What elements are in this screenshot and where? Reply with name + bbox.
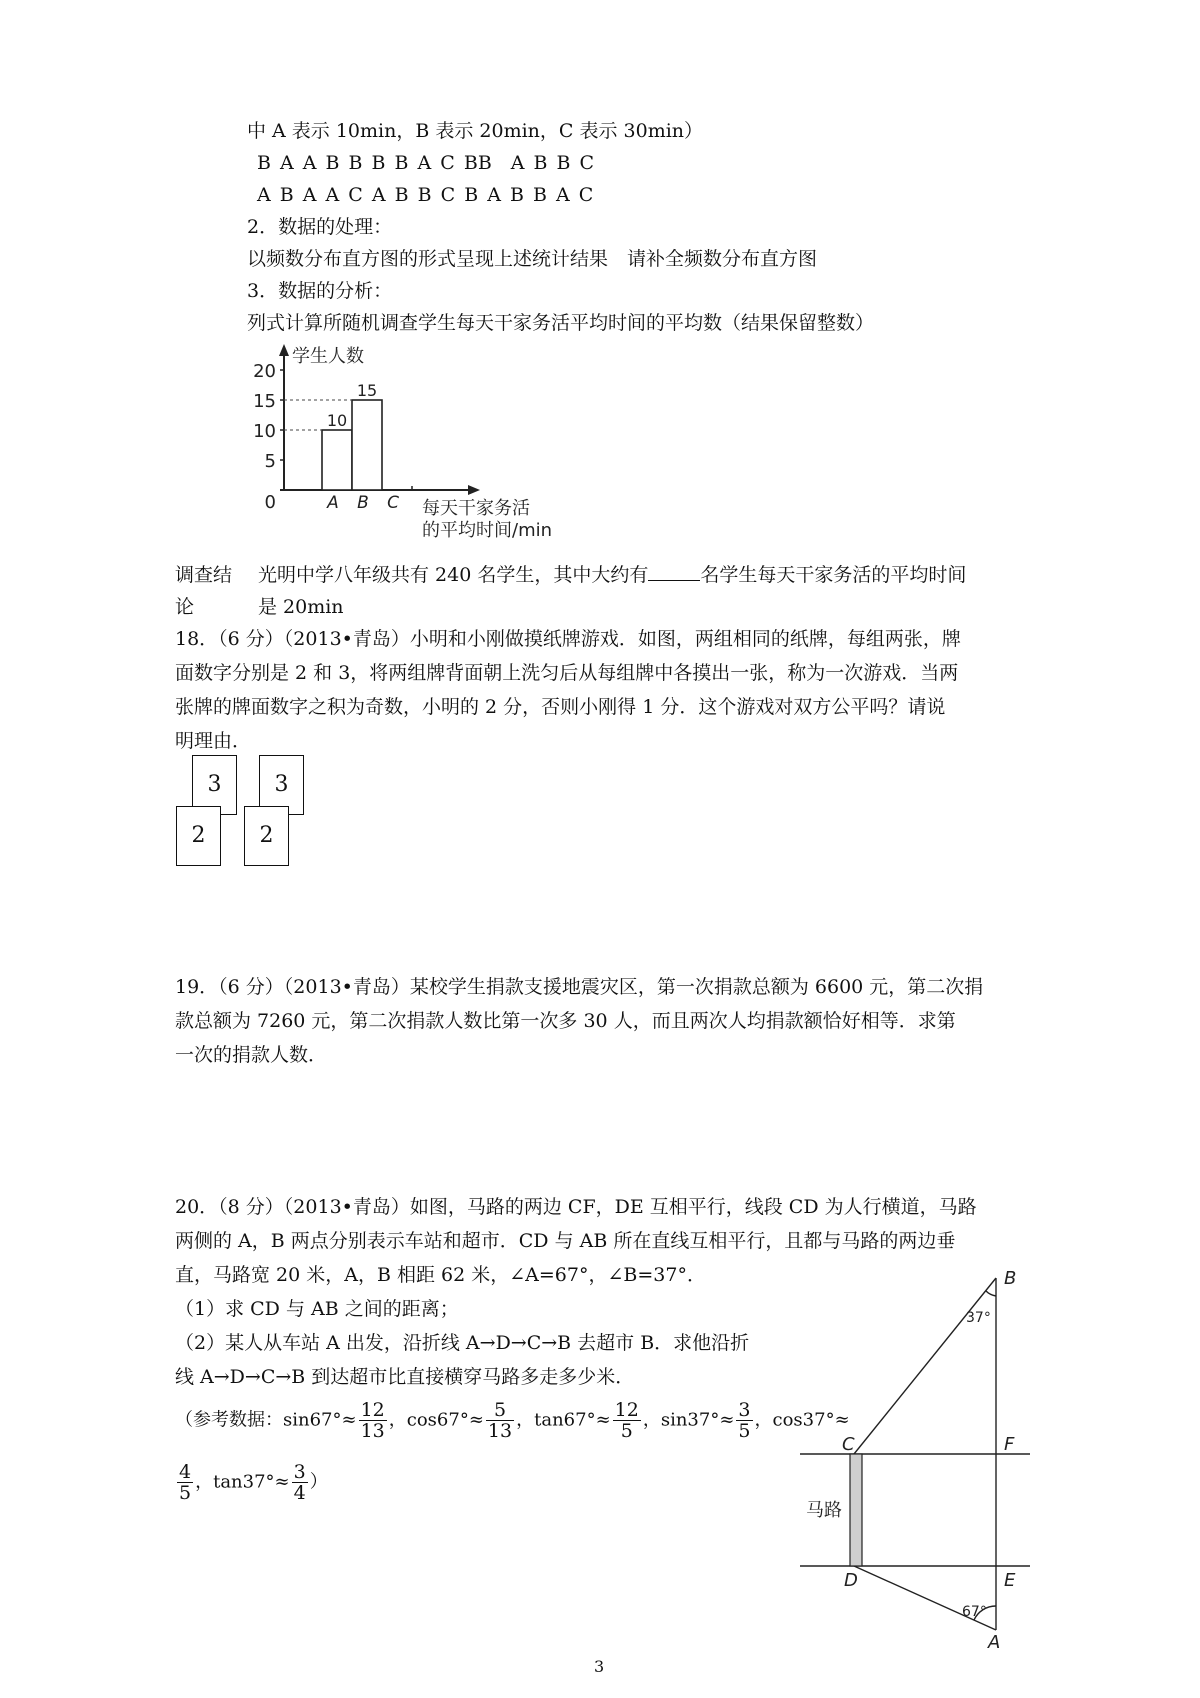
label-d: D [844, 1570, 858, 1591]
conclusion-text-2: 是 20min [258, 596, 344, 618]
y-tick-label: 0 [264, 492, 276, 513]
ref-tan67: ，tan67°≈ [516, 1409, 611, 1431]
conclusion-label-1: 调查结 [175, 564, 233, 586]
ref-cos37: ，cos37°≈ [754, 1409, 850, 1431]
answer-blank[interactable] [648, 562, 700, 581]
angle-b-arc [986, 1291, 996, 1296]
card-2-group1: 2 [176, 806, 221, 866]
reference-data-line-1 [175, 1400, 850, 1441]
crosswalk [850, 1454, 862, 1566]
ref-cos67: ，cos67°≈ [388, 1409, 484, 1431]
q19-line-2: 款总额为 7260 元，第二次捐款人数比第一次多 30 人，而且两次人均捐款额恰好相等．求第 [175, 1010, 956, 1032]
card-3-group1: 3 [192, 755, 237, 815]
segment-da [854, 1566, 996, 1630]
ref-suffix: ） [309, 1471, 328, 1493]
q19-line-3: 一次的捐款人数． [175, 1044, 328, 1066]
histogram-chart [240, 340, 580, 550]
reference-data-line-2 [175, 1462, 328, 1503]
segment-bc [854, 1278, 996, 1454]
q20-part-2b: 线 A→D→C→B 到达超市比直接横穿马路多走多少米． [175, 1366, 635, 1388]
page-number: 3 [594, 1657, 605, 1676]
label-a: A [988, 1632, 1001, 1648]
x-tick-label-C: C [387, 493, 399, 513]
card-3-group2: 3 [259, 755, 304, 815]
road-diagram [800, 1268, 1060, 1648]
y-tick-label: 10 [253, 421, 276, 442]
fraction-tan67: $\frac{12}{5}$ [614, 1399, 639, 1442]
angle-a-label: 67° [962, 1604, 987, 1620]
conclusion-text-1 [258, 562, 966, 588]
step2-title: 2．数据的处理： [247, 216, 393, 238]
fraction-tan37: $\frac{3}{4}$ [293, 1461, 306, 1504]
y-tick-label: 5 [264, 451, 276, 472]
q18-line-2: 面数字分别是 2 和 3，将两组牌背面朝上洗匀后从每组牌中各摸出一张，称为一次游戏．当两 [175, 662, 959, 684]
y-axis-arrow [279, 344, 289, 356]
q20-line-1: 20．（8 分）（2013•青岛）如图，马路的两边 CF，DE 互相平行，线段 CD 为人行横道，马路 [175, 1196, 977, 1218]
label-e: E [1004, 1570, 1016, 1591]
y-axis-label: 学生人数 [292, 346, 364, 367]
x-axis-arrow [468, 485, 480, 495]
q18-line-1: 18．（6 分）（2013•青岛）小明和小刚做摸纸牌游戏．如图，两组相同的纸牌，每组两张，牌 [175, 628, 961, 650]
fraction-sin67: $\frac{12}{13}$ [360, 1399, 385, 1442]
x-tick-label-A: A [327, 493, 339, 513]
bar-value-label-B: 15 [356, 381, 378, 400]
fraction-sin37: $\frac{3}{5}$ [738, 1399, 751, 1442]
fraction-cos67: $\frac{5}{13}$ [487, 1399, 513, 1442]
data-row-1: B A A B B B B A C BB A B B C [257, 152, 595, 174]
step3-text: 列式计算所随机调查学生每天干家务活平均时间的平均数（结果保留整数） [247, 312, 875, 334]
q20-line-2: 两侧的 A，B 两点分别表示车站和超市．CD 与 AB 所在直线互相平行，且都与马路的两边垂 [175, 1230, 956, 1252]
label-c: C [842, 1434, 855, 1455]
bar-B [352, 400, 382, 490]
q20-part-1: （1）求 CD 与 AB 之间的距离； [175, 1298, 459, 1320]
q18-line-4: 明理由． [175, 730, 252, 752]
angle-b-label: 37° [966, 1310, 991, 1326]
conclusion-label-2: 论 [175, 596, 195, 618]
x-tick-label-B: B [357, 493, 369, 513]
y-tick-label: 20 [253, 361, 276, 382]
bar-value-label-A: 10 [326, 411, 348, 430]
x-axis-label-line-1: 每天干家务活 [422, 498, 530, 519]
q18-line-3: 张牌的牌面数字之积为奇数，小明的 2 分，否则小刚得 1 分．这个游戏对双方公平吗？请说 [175, 696, 946, 718]
label-f: F [1004, 1434, 1015, 1455]
label-b: B [1004, 1268, 1017, 1289]
legend-line: 中 A 表示 10min，B 表示 20min，C 表示 30min） [247, 120, 704, 142]
ref-sin37: ，sin37°≈ [642, 1409, 735, 1431]
ref-prefix: （参考数据：sin67°≈ [175, 1409, 357, 1431]
ref-tan37: ，tan37°≈ [195, 1471, 290, 1493]
q19-line-1: 19．（6 分）（2013•青岛）某校学生捐款支援地震灾区，第一次捐款总额为 6600 元，第二次捐 [175, 976, 984, 998]
conclusion-text-1a: 光明中学八年级共有 240 名学生，其中大约有 [258, 564, 649, 586]
q20-part-2a: （2）某人从车站 A 出发，沿折线 A→D→C→B 去超市 B．求他沿折 [175, 1332, 750, 1354]
bar-A [322, 430, 352, 490]
card-2-group2: 2 [244, 806, 289, 866]
step2-text: 以频数分布直方图的形式呈现上述统计结果 请补全频数分布直方图 [247, 248, 818, 270]
step3-title: 3．数据的分析： [247, 280, 393, 302]
y-tick-label: 15 [253, 391, 276, 412]
x-axis-label-line-2: 的平均时间/min [422, 520, 553, 541]
road-label: 马路 [806, 1500, 842, 1521]
data-row-2: A B A A C A B B C B A B B A C [257, 184, 594, 206]
fraction-cos37: $\frac{4}{5}$ [179, 1461, 192, 1504]
q20-line-3: 直，马路宽 20 米，A，B 相距 62 米，∠A=67°，∠B=37°． [175, 1264, 706, 1286]
conclusion-text-1b: 名学生每天干家务活的平均时间 [700, 564, 967, 586]
